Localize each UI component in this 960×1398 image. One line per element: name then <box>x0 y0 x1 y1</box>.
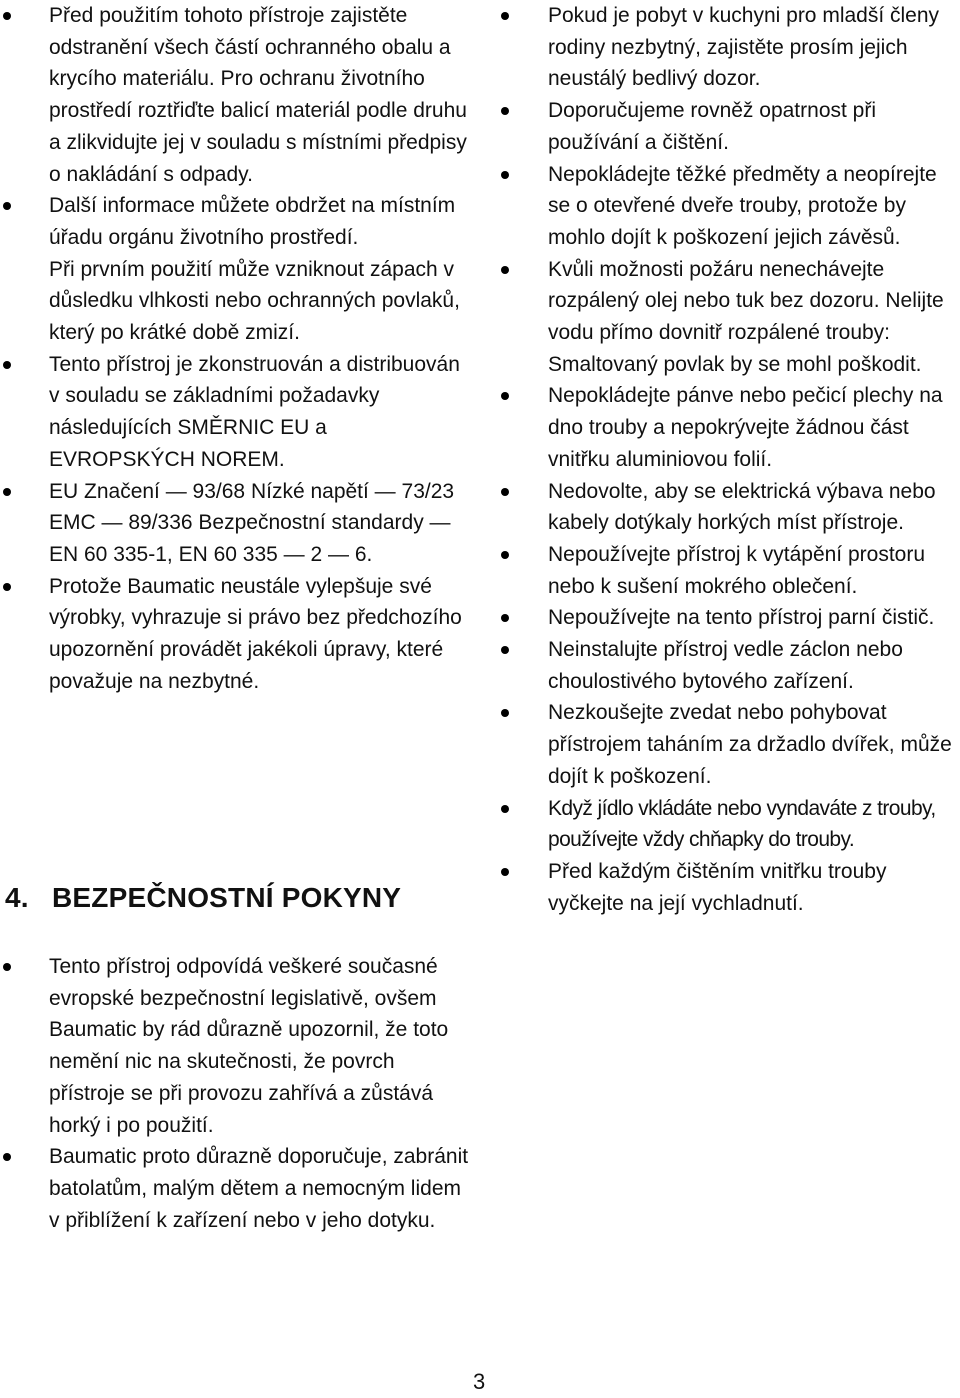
right-column <box>500 0 960 919</box>
section-number: 4. <box>5 882 29 913</box>
bullet-icon <box>501 12 509 20</box>
bullet-icon <box>501 107 509 115</box>
list-item <box>500 634 960 697</box>
list-item-text: Další informace můžete obdržet na místním úřadu orgánu životního prostředí. <box>49 194 456 249</box>
list-item-text: Nepoužívejte na tento přístroj parní čistič. <box>548 606 935 630</box>
list-item <box>0 0 470 190</box>
bullet-icon <box>501 551 509 559</box>
section-heading <box>5 882 401 914</box>
list-item-text: Nepokládejte těžké předměty a neopírejte se o otevřené dveře trouby, protože by mohlo dojít k poškození jejich závěsů. <box>548 162 937 249</box>
list-item <box>500 793 960 856</box>
list-item <box>500 602 960 634</box>
bullet-icon <box>501 171 509 179</box>
list-item-text: Pokud je pobyt v kuchyni pro mladší členy rodiny nezbytný, zajistěte prosím jejich neustálý bedlivý dozor. <box>548 4 940 91</box>
list-item-text: Nedovolte, aby se elektrická výbava nebo kabely dotýkaly horkých míst přístroje. <box>548 479 936 535</box>
list-item <box>0 951 470 1141</box>
page-number: 3 <box>473 1369 486 1394</box>
list-item-text: Nepoužívejte přístroj k vytápění prostoru nebo k sušení mokrého oblečení. <box>548 542 926 598</box>
list-item-text: Protože Baumatic neustále vylepšuje své výrobky, vyhrazuje si právo bez předchozího upozornění provádět jakékoli úpravy, které považuje na nezbytné. <box>49 574 462 693</box>
compliance-bullet-list <box>0 349 470 698</box>
list-item <box>500 476 960 539</box>
bullet-icon <box>501 266 509 274</box>
bullet-icon <box>3 583 11 591</box>
bullet-icon <box>3 1153 11 1161</box>
safety-instructions-list <box>500 0 960 919</box>
list-item <box>500 159 960 254</box>
bullet-icon <box>3 963 11 971</box>
left-column <box>0 0 470 697</box>
list-item-text: Když jídlo vkládáte nebo vyndaváte z trouby, používejte vždy chňapky do trouby. <box>548 796 936 852</box>
list-item-text: Baumatic proto důrazně doporučuje, zabránit batolatům, malým dětem a nemocným lidem v přiblížení k zařízení nebo v jeho dotyku. <box>49 1145 469 1232</box>
list-item <box>0 571 470 698</box>
bullet-icon <box>501 488 509 496</box>
intro-bullet-list <box>0 0 470 254</box>
bullet-icon <box>3 361 11 369</box>
bullet-icon <box>3 488 11 496</box>
safety-bullet-list <box>0 951 470 1236</box>
list-item <box>500 254 960 381</box>
list-item-text: EU Značení — 93/68 Nízké napětí — 73/23 EMC — 89/336 Bezpečnostní standardy — EN 60 335-1, EN 60 335 — 2 — 6. <box>49 479 455 566</box>
list-item <box>500 0 960 95</box>
section-title: BEZPEČNOSTNÍ POKYNY <box>52 882 402 913</box>
bullet-icon <box>501 709 509 717</box>
list-item-text: Kvůli možnosti požáru nenechávejte rozpálený olej nebo tuk bez dozoru. Nelijte vodu přímo dovnitř rozpálené trouby: Smaltovaný povlak by se mohl poškodit. <box>548 257 944 376</box>
list-item <box>500 95 960 158</box>
list-item-text: Nepokládejte pánve nebo pečicí plechy na dno trouby a nepokrývejte žádnou část vnitřku aluminiovou folií. <box>548 384 943 471</box>
list-item-text: Neinstalujte přístroj vedle záclon nebo choulostivého bytového zařízení. <box>548 638 903 693</box>
bullet-icon <box>501 392 509 400</box>
list-item <box>0 349 470 476</box>
bullet-icon <box>501 646 509 654</box>
list-item-text: Tento přístroj je zkonstruován a distribuován v souladu se základními požadavky následujících SMĚRNIC EU a EVROPSKÝCH NOREM. <box>49 352 460 471</box>
list-item <box>0 1141 470 1236</box>
list-item <box>0 476 470 571</box>
bullet-icon <box>501 868 509 876</box>
list-item <box>0 190 470 253</box>
safety-intro-list <box>0 951 470 1236</box>
list-item-text: Doporučujeme rovněž opatrnost při používání a čištění. <box>548 99 877 154</box>
list-item-text: Před každým čištěním vnitřku trouby vyčkejte na její vychladnutí. <box>548 859 887 915</box>
bullet-icon <box>3 202 11 210</box>
paragraph-first-use <box>0 254 470 349</box>
bullet-icon <box>501 805 509 813</box>
bullet-icon <box>3 12 11 20</box>
list-item <box>500 380 960 475</box>
list-item <box>500 856 960 919</box>
list-item <box>500 697 960 792</box>
list-item-text: Před použitím tohoto přístroje zajistěte odstranění všech částí ochranného obalu a krycího materiálu. Pro ochranu životního prostředí roztřiďte balicí materiál podle druhu a zlikvidujte jej v souladu s místními předpisy o nakládání s odpady. <box>49 4 467 186</box>
list-item-text: Nezkoušejte zvedat nebo pohybovat přístrojem taháním za držadlo dvířek, může dojít k poškození. <box>548 701 952 788</box>
list-item-text: Tento přístroj odpovídá veškeré současné evropské bezpečnostní legislativě, ovšem Baumatic by rád důrazně upozornil, že toto nemění nic na skutečnosti, že povrch přístroje se při provozu zahřívá a zůstává horký i po použití. <box>49 955 449 1137</box>
paragraph-text: Při prvním použití může vzniknout zápach v důsledku vlhkosti nebo ochranných povlaků, který po krátké době zmizí. <box>49 257 460 345</box>
list-item <box>500 539 960 602</box>
bullet-icon <box>501 614 509 622</box>
